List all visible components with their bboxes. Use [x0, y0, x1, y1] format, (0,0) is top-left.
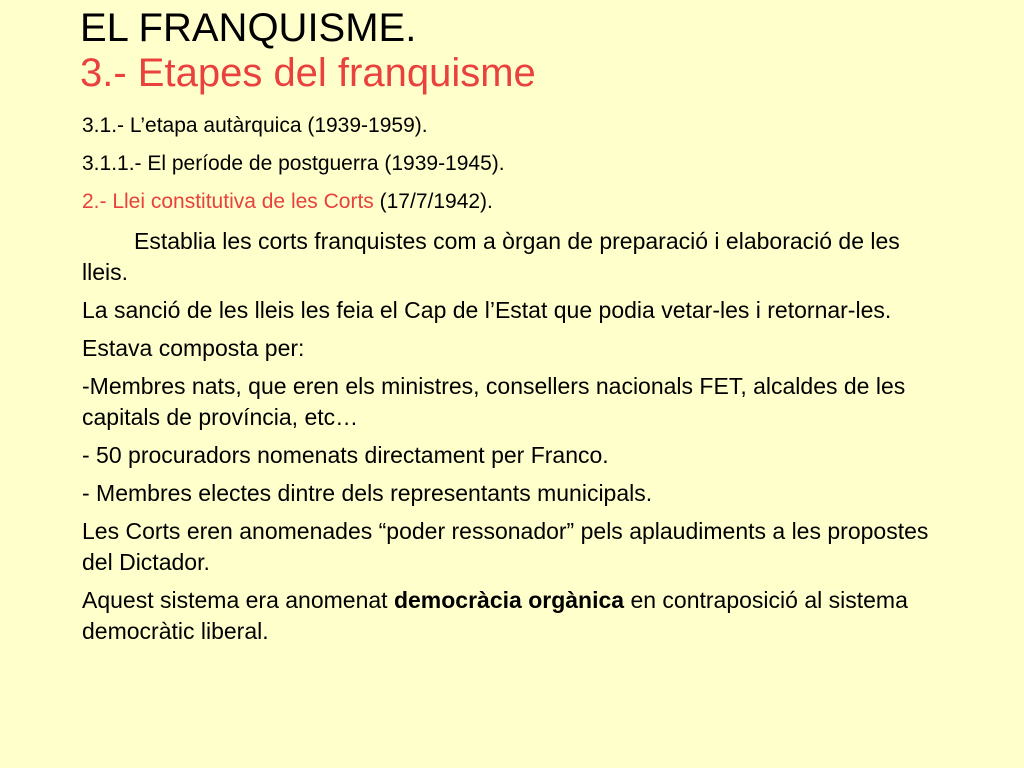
paragraph-function: Establia les corts franquistes com a òrgan de preparació i elaboració de les lleis.: [82, 228, 900, 285]
slide-title: EL FRANQUISME.: [80, 6, 417, 50]
law-title: 2.- Llei constitutiva de les Corts: [82, 190, 374, 213]
subsection-heading: 3.1.1.- El període de postguerra (1939-1945).: [82, 152, 505, 175]
paragraph-sanction: La sanció de les lleis les feia el Cap de l’Estat que podia vetar-les i retornar-les.: [82, 297, 892, 323]
organic-democracy-after: en contraposició al sistema democràtic liberal.: [82, 587, 908, 644]
paragraph-organic-democracy: [82, 585, 942, 647]
paragraph-resonator: Les Corts eren anomenades “poder ressonador” pels aplaudiments a les propostes del Dictador.: [82, 518, 929, 575]
slide-subtitle: 3.- Etapes del franquisme: [80, 51, 536, 95]
section-heading: 3.1.- L’etapa autàrquica (1939-1959).: [82, 114, 428, 137]
paragraph-composition: Estava composta per:: [82, 335, 305, 361]
list-item-elected-members: - Membres electes dintre dels representants municipals.: [82, 480, 653, 506]
slide-body: [82, 112, 942, 654]
organic-democracy-term: democràcia orgànica: [393, 587, 625, 613]
organic-democracy-before: Aquest sistema era anomenat: [82, 587, 394, 613]
title-block: [80, 6, 980, 96]
law-heading: [82, 188, 942, 216]
list-item-procurators: - 50 procuradors nomenats directament per Franco.: [82, 442, 609, 468]
law-date: (17/7/1942).: [373, 190, 493, 213]
list-item-born-members: -Membres nats, que eren els ministres, consellers nacionals FET, alcaldes de les capitals de província, etc…: [82, 373, 906, 430]
